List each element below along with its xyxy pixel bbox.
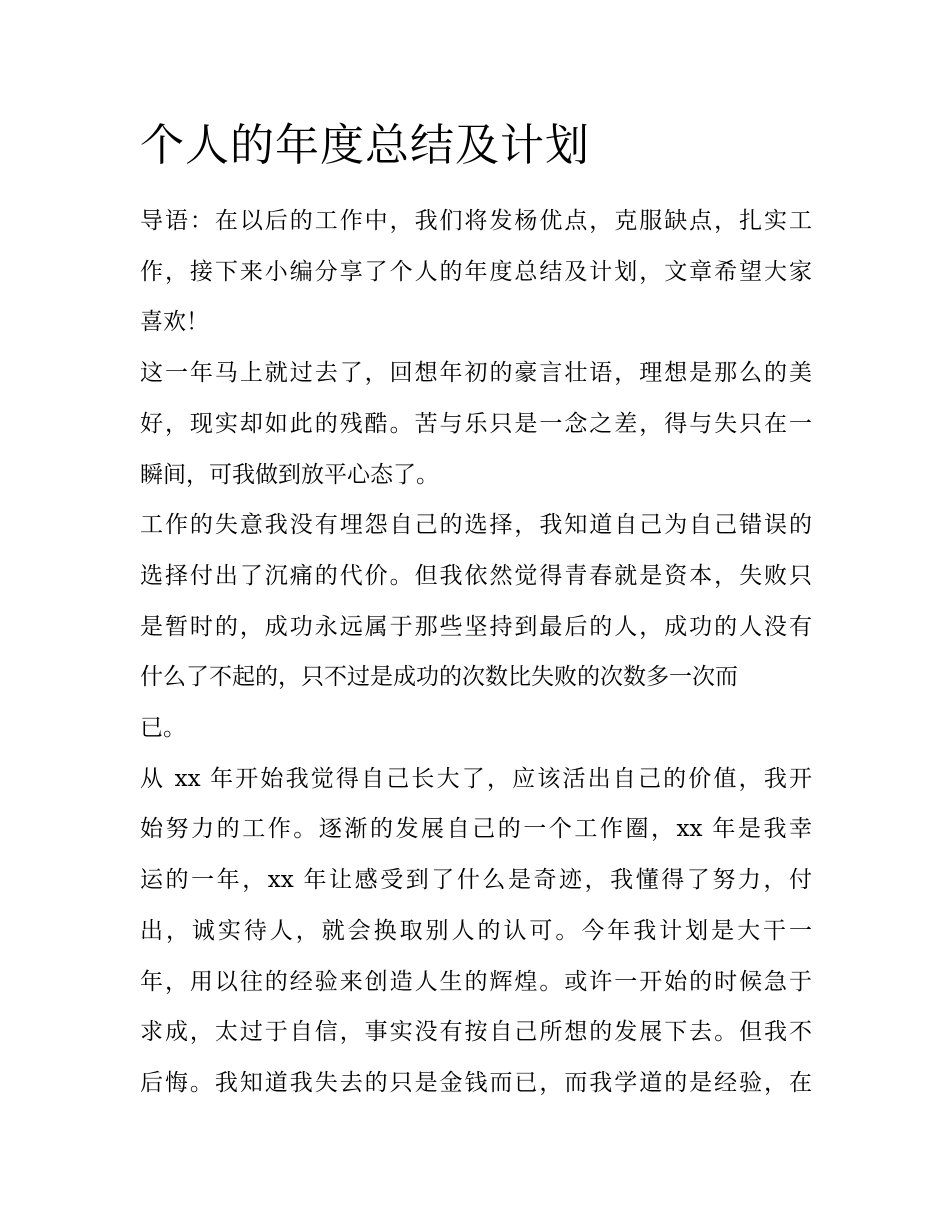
paragraph-line: 好，现实却如此的残酷。苦与乐只是一念之差，得与失只在一 (140, 410, 812, 437)
paragraph-line: 工作的失意我没有埋怨自己的选择，我知道自己为自己错误的 (140, 512, 812, 539)
paragraph-line: 从 xx 年开始我觉得自己长大了，应该活出自己的价值，我开 (140, 765, 812, 792)
paragraph-2 (140, 348, 812, 500)
paragraph-line: 出，诚实待人，就会换取别人的认可。今年我计划是大干一 (140, 917, 812, 944)
paragraph-line: 导语：在以后的工作中，我们将发杨优点，克服缺点，扎实工 (140, 208, 812, 234)
paragraph-line: 已。 (140, 715, 186, 742)
paragraph-line: 瞬间，可我做到放平心态了。 (140, 461, 439, 488)
paragraph-3 (140, 500, 812, 754)
paragraph-line: 什么了不起的，只不过是成功的次数比失败的次数多一次而 (140, 664, 738, 691)
paragraph-line: 运的一年，xx 年让感受到了什么是奇迹，我懂得了努力，付 (140, 867, 812, 894)
paragraph-line: 作，接下来小编分享了个人的年度总结及计划，文章希望大家 (140, 258, 812, 285)
paragraph-line: 选择付出了沉痛的代价。但我依然觉得青春就是资本，失败只 (140, 562, 812, 589)
paragraph-line: 是暂时的，成功永远属于那些坚持到最后的人，成功的人没有 (140, 613, 812, 640)
paragraph-line: 喜欢！ (140, 309, 209, 336)
paragraph-intro (140, 196, 812, 348)
paragraph-line: 求成，太过于自信，事实没有按自己所想的发展下去。但我不 (140, 1019, 812, 1046)
paragraph-line: 这一年马上就过去了，回想年初的豪言壮语，理想是那么的美 (140, 360, 812, 387)
paragraph-4 (140, 754, 812, 1109)
paragraph-line: 后悔。我知道我失去的只是金钱而已，而我学道的是经验，在 (140, 1069, 812, 1096)
document-title: 个人的年度总结及计划 (140, 120, 590, 171)
paragraph-line: 始努力的工作。逐渐的发展自己的一个工作圈，xx 年是我幸 (140, 816, 812, 843)
paragraph-line: 年，用以往的经验来创造人生的辉煌。或许一开始的时候急于 (140, 968, 812, 995)
document-page (140, 112, 812, 1109)
